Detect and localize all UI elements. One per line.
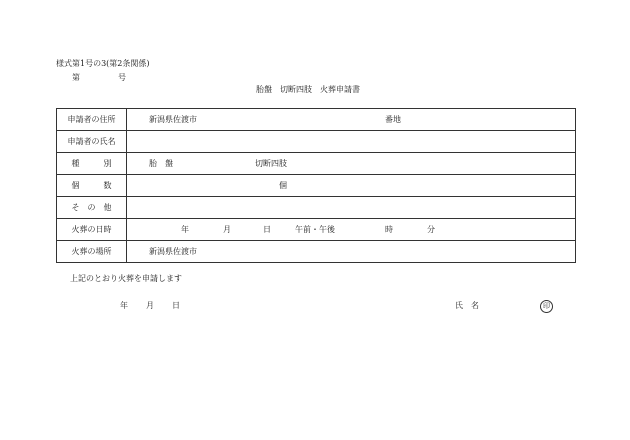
form-number: 様式第1号の3(第2条関係): [56, 59, 150, 68]
field-datetime[interactable]: [127, 219, 576, 241]
row-datetime: [57, 219, 576, 241]
label-name: 申請者の氏名: [57, 131, 127, 153]
datetime-month: 月: [223, 225, 231, 234]
serial-go: 号: [118, 73, 126, 82]
field-name[interactable]: [127, 131, 576, 153]
label-other: そ の 他: [57, 197, 127, 219]
date-day: 日: [172, 301, 180, 310]
application-statement: 上記のとおり火葬を申請します: [70, 274, 182, 283]
field-count[interactable]: [127, 175, 576, 197]
datetime-day: 日: [263, 225, 271, 234]
row-place: [57, 241, 576, 263]
field-type[interactable]: [127, 153, 576, 175]
address-prefix: 新潟県佐渡市: [149, 115, 197, 124]
label-type: 種 別: [57, 153, 127, 175]
datetime-minute: 分: [427, 225, 435, 234]
field-address[interactable]: [127, 109, 576, 131]
label-count: 個 数: [57, 175, 127, 197]
count-unit: 個: [279, 181, 287, 190]
document-title: 胎盤 切断四肢 火葬申請書: [256, 85, 360, 94]
date-year: 年: [120, 301, 128, 310]
row-type: [57, 153, 576, 175]
row-count: [57, 175, 576, 197]
row-other: [57, 197, 576, 219]
serial-dai: 第: [72, 73, 80, 82]
label-address: 申請者の住所: [57, 109, 127, 131]
address-banchi: 番地: [385, 115, 401, 124]
datetime-hour: 時: [385, 225, 393, 234]
seal-mark: 印: [540, 300, 553, 313]
field-place[interactable]: [127, 241, 576, 263]
row-name: [57, 131, 576, 153]
datetime-ampm: 午前・午後: [295, 225, 335, 234]
option-amputated-limbs[interactable]: 切断四肢: [255, 159, 287, 168]
label-datetime: 火葬の日時: [57, 219, 127, 241]
option-placenta[interactable]: 胎 盤: [149, 159, 173, 168]
field-other[interactable]: [127, 197, 576, 219]
datetime-year: 年: [181, 225, 189, 234]
date-month: 月: [146, 301, 154, 310]
signer-label: 氏 名: [455, 301, 479, 310]
label-place: 火葬の場所: [57, 241, 127, 263]
row-address: [57, 109, 576, 131]
application-table: [56, 108, 576, 263]
place-prefix: 新潟県佐渡市: [149, 247, 197, 256]
